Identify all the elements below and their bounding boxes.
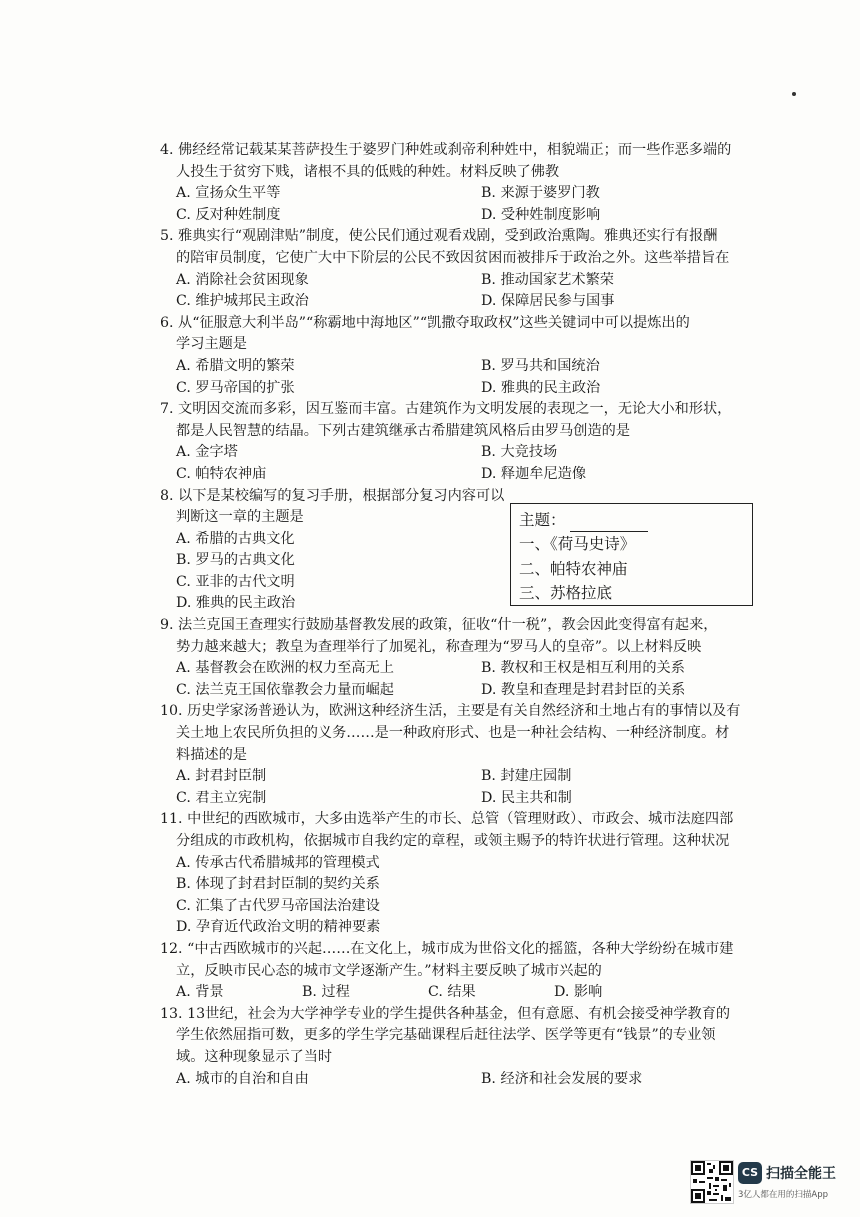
- option-c[interactable]: C. 君主立宪制: [176, 789, 267, 806]
- question-10: [160, 701, 770, 809]
- option-c[interactable]: C. 法兰克王国依靠教会力量而崛起: [176, 681, 394, 698]
- question-7: [160, 399, 770, 485]
- option-d[interactable]: D. 雅典的民主政治: [481, 379, 601, 396]
- option-a[interactable]: A. 消除社会贫困现象: [176, 271, 309, 288]
- question-stem-line: 5. 雅典实行“观剧津贴”制度，使公民们通过观看戏剧，受到政治熏陶。雅典还实行有报酬: [160, 228, 718, 245]
- question-stem-line: 分组成的市政机构，依据城市自我约定的章程，或领主赐予的特许状进行管理。这种状况: [176, 833, 730, 849]
- option-a[interactable]: A. 传承古代希腊城邦的管理模式: [176, 854, 380, 871]
- question-stem-line: 12. “中古西欧城市的兴起……在文化上，城市成为世俗文化的摇篮，各种大学纷纷在城市建: [160, 940, 734, 957]
- question-4: [160, 140, 770, 226]
- theme-item: 三、苏格拉底: [519, 584, 613, 602]
- option-a[interactable]: A. 金字塔: [176, 444, 238, 461]
- option-c[interactable]: C. 维护城邦民主政治: [176, 293, 309, 310]
- question-stem-line: 都是人民智慧的结晶。下列古建筑继承古希腊建筑风格后由罗马创造的是: [176, 422, 631, 439]
- option-b[interactable]: B. 过程: [302, 984, 350, 1001]
- option-c[interactable]: C. 罗马帝国的扩张: [176, 379, 295, 396]
- qr-code-icon[interactable]: [690, 1160, 734, 1204]
- question-stem-line: 4. 佛经经常记载某某菩萨投生于婆罗门种姓或刹帝利种姓中，相貌端正；而一些作恶多端的: [160, 142, 732, 158]
- question-stem-line: 关土地上农民所负担的义务……是一种政府形式、也是一种社会结构、一种经济制度。材: [176, 725, 730, 742]
- option-d[interactable]: D. 释迦牟尼造像: [481, 465, 587, 482]
- theme-blank-line: [570, 515, 648, 532]
- camscanner-logo: CS: [738, 1162, 762, 1184]
- option-a[interactable]: A. 希腊文明的繁荣: [176, 357, 295, 374]
- question-stem-line: 6. 从“征服意大利半岛”“称霸地中海地区”“凯撒夺取政权”这些关键词中可以提炼出的: [160, 314, 690, 331]
- question-5: [160, 226, 770, 312]
- question-12: [160, 939, 770, 1004]
- question-stem-line: 13. 13世纪，社会为大学神学专业的学生提供各种基金，但有意愿、有机会接受神学教育的: [160, 1005, 731, 1022]
- question-stem-line: 学习主题是: [176, 336, 247, 353]
- question-stem-line: 判断这一章的主题是: [176, 509, 304, 526]
- option-b[interactable]: B. 罗马的古典文化: [176, 552, 295, 569]
- option-d[interactable]: D. 受种姓制度影响: [481, 206, 601, 223]
- option-a[interactable]: A. 城市的自治和自由: [176, 1070, 309, 1087]
- question-stem-line: 11. 中世纪的西欧城市，大多由选举产生的市长、总管（管理财政）、市政会、城市法庭四部: [160, 811, 734, 828]
- theme-label: 主题：: [519, 510, 566, 529]
- option-c[interactable]: C. 反对种姓制度: [176, 206, 281, 223]
- theme-title-row: [519, 508, 744, 533]
- option-d[interactable]: D. 保障居民参与国事: [481, 293, 615, 310]
- option-d[interactable]: D. 教皇和查理是封君封臣的关系: [481, 681, 686, 698]
- option-d[interactable]: D. 民主共和制: [481, 789, 572, 806]
- scan-speck: [792, 92, 796, 96]
- option-a[interactable]: A. 希腊的古典文化: [176, 530, 295, 547]
- question-stem-line: 域。这种现象显示了当时: [176, 1048, 333, 1065]
- question-stem-line: 10. 历史学家汤普逊认为，欧洲这种经济生活，主要是有关自然经济和土地占有的事情以及有: [160, 703, 741, 720]
- question-6: [160, 313, 770, 399]
- option-b[interactable]: B. 来源于婆罗门教: [481, 185, 600, 202]
- question-stem-line: 学生依然屈指可数，更多的学生学完基础课程后赶往法学、医学等更有“钱景”的专业领: [176, 1027, 716, 1044]
- option-b[interactable]: B. 教权和王权是相互利用的关系: [481, 660, 685, 677]
- option-d[interactable]: D. 孕育近代政治文明的精神要素: [176, 919, 381, 936]
- option-b[interactable]: B. 体现了封君封臣制的契约关系: [176, 876, 380, 893]
- brand-slogan: 3亿人都在用的扫描App: [738, 1190, 829, 1200]
- question-stem-line: 8. 以下是某校编写的复习手册，根据部分复习内容可以: [160, 487, 505, 504]
- question-8: [160, 486, 770, 616]
- option-c[interactable]: C. 帕特农神庙: [176, 465, 267, 482]
- option-b[interactable]: B. 罗马共和国统治: [481, 357, 600, 374]
- theme-item: 二、帕特农神庙: [519, 559, 628, 578]
- question-stem-line: 人投生于贫穷下贱，诸根不具的低贱的种姓。材料反映了佛教: [176, 163, 560, 180]
- option-b[interactable]: B. 封建庄园制: [481, 768, 572, 785]
- option-b[interactable]: B. 推动国家艺术繁荣: [481, 271, 614, 288]
- question-13: [160, 1004, 770, 1090]
- option-c[interactable]: C. 汇集了古代罗马帝国法治建设: [176, 897, 380, 914]
- question-stem-line: 9. 法兰克国王查理实行鼓励基督教发展的政策，征收“什一税”，教会因此变得富有起来，: [160, 617, 718, 634]
- option-c[interactable]: C. 结果: [428, 984, 476, 1001]
- brand-name: 扫描全能王: [766, 1166, 836, 1182]
- review-handbook-box: [510, 503, 753, 606]
- question-9: [160, 615, 770, 701]
- question-stem-line: 料描述的是: [176, 746, 247, 763]
- question-stem-line: 7. 文明因交流而多彩，因互鉴而丰富。古建筑作为文明发展的表现之一，无论大小和形状，: [160, 401, 732, 418]
- option-a[interactable]: A. 基督教会在欧洲的权力至高无上: [176, 660, 394, 677]
- option-a[interactable]: A. 背景: [176, 984, 224, 1001]
- option-a[interactable]: A. 封君封臣制: [176, 768, 267, 785]
- option-a[interactable]: A. 宣扬众生平等: [176, 185, 281, 202]
- question-stem-line: 势力越来越大；教皇为查理举行了加冕礼，称查理为“罗马人的皇帝”。以上材料反映: [176, 638, 702, 655]
- option-b[interactable]: B. 大竞技场: [481, 444, 558, 461]
- question-stem-line: 的陪审员制度，它使广大中下阶层的公民不致因贫困而被排斥于政治之外。这些举措旨在: [176, 249, 730, 266]
- option-b[interactable]: B. 经济和社会发展的要求: [481, 1070, 643, 1087]
- option-d[interactable]: D. 雅典的民主政治: [176, 595, 296, 612]
- option-d[interactable]: D. 影响: [554, 984, 603, 1001]
- scanner-watermark: [690, 1160, 850, 1206]
- question-11: [160, 809, 770, 939]
- question-stem-line: 立，反映市民心态的城市文学逐渐产生。”材料主要反映了城市兴起的: [176, 962, 602, 979]
- theme-item: 一、《荷马史诗》: [519, 535, 636, 553]
- option-c[interactable]: C. 亚非的古代文明: [176, 573, 295, 590]
- question-list: [160, 140, 770, 1090]
